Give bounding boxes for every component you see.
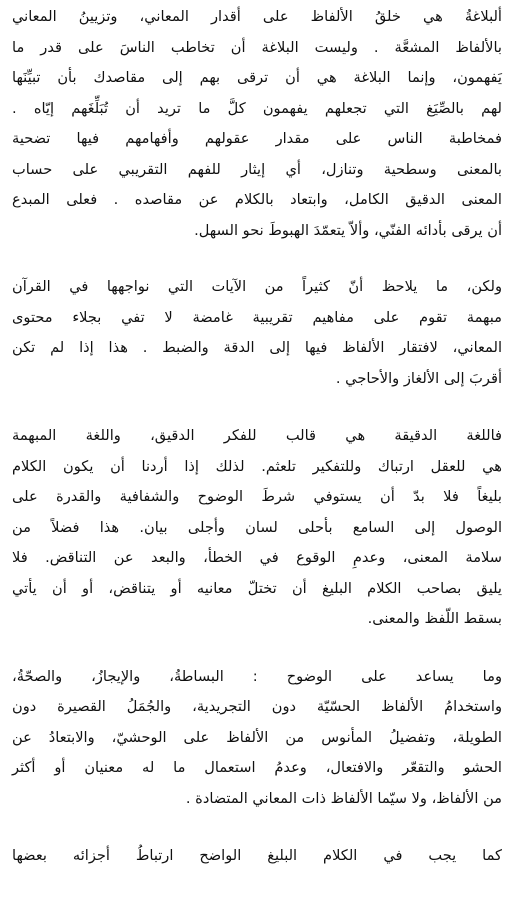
text-line: من الألفاظ، ولا سيّما الألفاظ ذات المعاني المتضادة . bbox=[185, 789, 502, 807]
text-line: بالمعنى وسطحية وتنازل، أي إيثار للفهم التقريبي على حساب bbox=[12, 160, 502, 178]
text-line: أقربَ إلى الألغاز والأحاجي . bbox=[335, 369, 502, 387]
text-line: كما يجب في الكلام البليغ الواضح ارتباطُ أجزائه بعضها bbox=[12, 847, 502, 864]
paragraph-spacer bbox=[12, 635, 502, 662]
paragraph-precise-language bbox=[12, 421, 502, 635]
paragraph-coherence bbox=[12, 841, 502, 872]
text-line: هي للعقل ارتباك وللتفكير تلعثم. لذلك إذا أردنا أن يكون الكلام bbox=[12, 457, 502, 475]
text-line: ولكن، ما يلاحظ أنّ كثيراً من الآيات التي نواجهها في القرآن bbox=[12, 278, 502, 295]
text-line: مبهمة تقوم على مفاهيم تقريبية غامضة لا تفي بجلاء محتوى bbox=[12, 308, 502, 326]
text-line: واستخدامُ الألفاظ الحسّيّة دون التجريدية، والجُمَلُ القصيرة دون bbox=[12, 698, 502, 715]
text-line: وما يساعد على الوضوح : البساطةُ، والإيجازُ، والصحّةُ، bbox=[12, 667, 502, 685]
text-line: سلامة المعنى، وعدمِ الوقوع في الخطأ، والبعد عن التناقض. فلا bbox=[12, 549, 502, 566]
text-line: المعنى الدقيق الكامل، وابتعاد بالكلام عن مقاصده . فعلى المبدع bbox=[12, 191, 502, 208]
text-line: بليغاً فلا بدّ أن يستوفي شرطَ الوضوح والشفافية والقدرة على bbox=[12, 488, 502, 505]
text-line: ألبلاغةُ هي خلقُ الألفاظ على أقدار المعاني، وتزيينُ المعاني bbox=[12, 8, 502, 25]
paragraph-ambiguous-verses bbox=[12, 272, 502, 394]
text-line: فمخاطبة الناس على مقدار عقولهم وأفهامهم فيها تضحية bbox=[12, 130, 502, 147]
text-line: يَفهمون، وإنما البلاغة هي أن ترقى بهم إلى مقاصدك بأن تبيِّنَها bbox=[12, 69, 502, 86]
text-line: المعاني، لافتقار الألفاظ فيها إلى الدقة والضبط . هذا إذا لم تكن bbox=[12, 339, 502, 356]
text-line: الطويلة، وتفضيلُ المأنوس من الألفاظ على الوحشيّ، والابتعادُ عن bbox=[12, 728, 502, 746]
paragraph-spacer bbox=[12, 394, 502, 421]
text-line: لهم بالصِّيَغ التي تجعلهم يفهمون كلَّ ما تريد أن تُبَلِّغَهم إيّاه . bbox=[12, 99, 502, 117]
text-line: فاللغة الدقيقة هي قالب للفكر الدقيق، واللغة المبهمة bbox=[12, 427, 502, 444]
text-line: الوصول إلى السامع بأحلى لسان وأجلى بيان. هذا فضلاً من bbox=[12, 518, 502, 536]
text-line: بسقط اللّفظ والمعنى. bbox=[367, 610, 502, 627]
paragraph-clarity-aids bbox=[12, 662, 502, 815]
text-line: بالألفاظ المشعَّة . وليست البلاغة أن تخاطب الناسَ على قدر ما bbox=[12, 38, 502, 56]
text-line: الحشو والتقعّر والافتعال، وعدمُ استعمال ما له معنيان أو أكثر bbox=[12, 759, 502, 776]
paragraph-eloquence-definition bbox=[12, 2, 502, 246]
paragraph-spacer bbox=[12, 246, 502, 272]
text-line: أن يرقى بأدائه الفنّي، وألاّ يتعمّدَ الهبوطَ نحو السهل. bbox=[194, 221, 502, 239]
text-line: يليق بصاحب الكلام البليغ أن تختلّ معانيه أو يتناقض، أو أن يأتي bbox=[12, 579, 502, 597]
paragraph-spacer bbox=[12, 814, 502, 841]
